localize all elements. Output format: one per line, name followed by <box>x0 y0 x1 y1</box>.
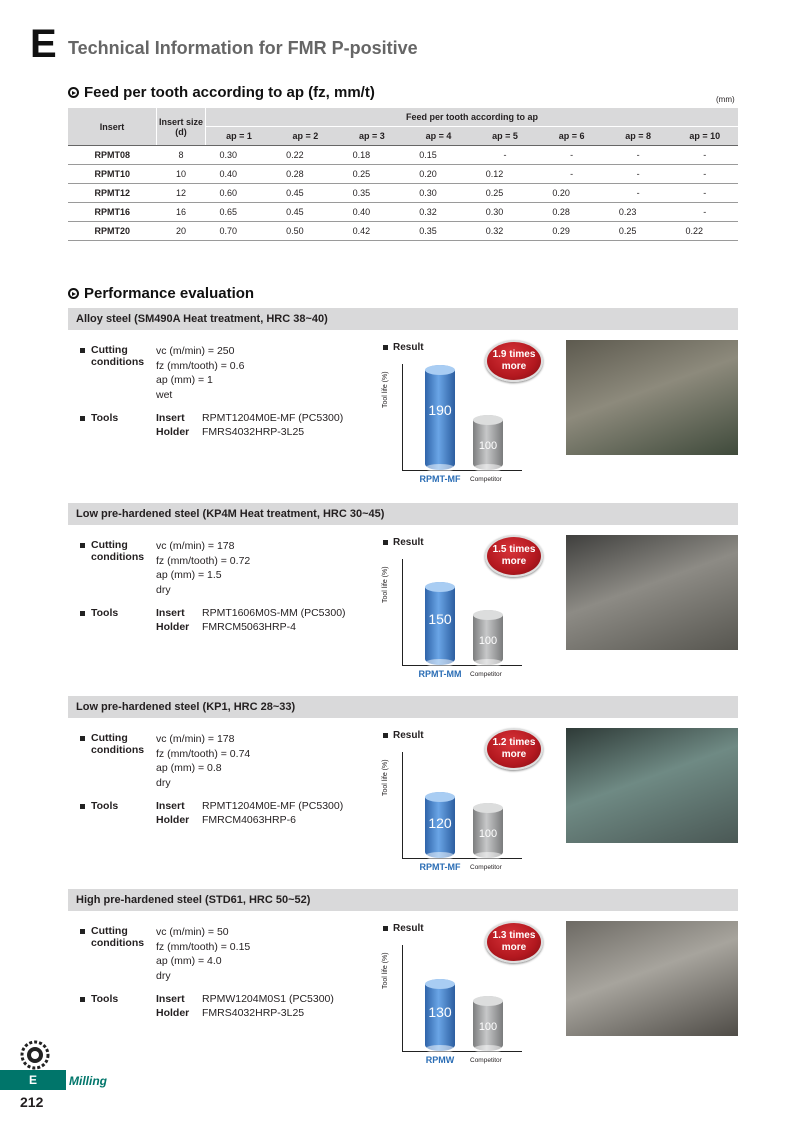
ap-header: ap = 10 <box>671 127 738 146</box>
bullet-icon <box>80 348 85 353</box>
feed-value-cell: 0.28 <box>272 165 339 184</box>
ap-header: ap = 8 <box>605 127 672 146</box>
badge-line1: 1.5 times <box>492 544 536 555</box>
page-number: 212 <box>20 1094 44 1110</box>
ap-header: ap = 2 <box>272 127 339 146</box>
tools-label-text: Tools <box>91 993 119 1005</box>
case-title-bar: Alloy steel (SM490A Heat treatment, HRC 38~40) <box>68 308 738 330</box>
section-tab[interactable]: E <box>0 1070 66 1090</box>
table-row <box>68 165 738 184</box>
condition-line: vc (m/min) = 50 <box>156 926 229 938</box>
case-title-bar: Low pre-hardened steel (KP4M Heat treatment, HRC 30~45) <box>68 503 738 525</box>
product-label: RPMW <box>425 1055 455 1065</box>
improvement-badge <box>485 340 543 382</box>
feed-value-cell: 0.25 <box>605 222 672 241</box>
holder-value: FMRCM4063HRP-6 <box>202 814 296 826</box>
holder-value: FMRS4032HRP-3L25 <box>202 426 305 438</box>
bullet-icon <box>80 804 85 809</box>
bullet-icon <box>383 733 388 738</box>
chart-y-label: Tool life (%) <box>382 952 389 989</box>
bullet-icon <box>383 926 388 931</box>
feed-value-cell: 0.35 <box>339 184 406 203</box>
chart-y-axis <box>402 752 403 858</box>
feed-value-cell: 0.15 <box>405 146 472 165</box>
competitor-bar-value: 100 <box>478 440 498 452</box>
badge-line1: 1.9 times <box>492 349 536 360</box>
bar-top <box>425 365 455 375</box>
feed-value-cell: 0.18 <box>339 146 406 165</box>
feed-value-cell: - <box>472 146 539 165</box>
feed-value-cell: 0.65 <box>206 203 273 222</box>
feed-value-cell: 0.45 <box>272 203 339 222</box>
product-bar <box>425 582 455 665</box>
bar-bottom <box>473 852 503 860</box>
bar-bottom <box>473 659 503 667</box>
competitor-bar-value: 100 <box>478 828 498 840</box>
bar-bottom <box>425 659 455 667</box>
feed-value-cell: - <box>671 203 738 222</box>
machining-photo <box>566 535 738 650</box>
performance-heading-text: Performance evaluation <box>84 285 255 302</box>
condition-line: vc (m/min) = 178 <box>156 540 235 552</box>
feed-value-cell: 0.30 <box>472 203 539 222</box>
result-label-text: Result <box>393 342 424 353</box>
condition-line: fz (mm/tooth) = 0.72 <box>156 554 251 567</box>
feed-table <box>68 108 738 241</box>
condition-line: dry <box>156 969 171 982</box>
bullet-icon <box>383 540 388 545</box>
size-cell: 12 <box>157 184 206 203</box>
bullet-icon <box>80 929 85 934</box>
result-label <box>383 923 424 934</box>
feed-value-cell: 0.23 <box>605 203 672 222</box>
page-title: Technical Information for FMR P-positive <box>68 38 418 58</box>
cutting-conditions-label <box>80 539 150 563</box>
bar-top <box>425 582 455 592</box>
condition-line: ap (mm) = 1.5 <box>156 569 222 581</box>
cutting-label-line1: Cutting <box>91 925 128 937</box>
insert-label: Insert <box>156 412 185 424</box>
bullet-icon <box>80 736 85 741</box>
chart-x-axis <box>402 665 522 666</box>
competitor-label: Competitor <box>470 476 502 483</box>
tools-label <box>80 800 118 812</box>
holder-label: Holder <box>156 426 190 438</box>
insert-label: Insert <box>156 993 185 1005</box>
bullet-icon <box>80 611 85 616</box>
insert-cell: RPMT20 <box>68 222 157 241</box>
cutting-label-line1: Cutting <box>91 344 128 356</box>
insert-value: RPMW1204M0S1 (PC5300) <box>202 993 334 1005</box>
tools-label-text: Tools <box>91 800 119 812</box>
bar-bottom <box>425 464 455 472</box>
result-label-text: Result <box>393 537 424 548</box>
ap-header: ap = 5 <box>472 127 539 146</box>
feed-value-cell: 0.22 <box>272 146 339 165</box>
feed-value-cell: - <box>605 146 672 165</box>
insert-value: RPMT1204M0E-MF (PC5300) <box>202 800 344 812</box>
result-label <box>383 537 424 548</box>
bullet-icon <box>80 543 85 548</box>
condition-line: vc (m/min) = 178 <box>156 733 235 745</box>
cutting-label-line1: Cutting <box>91 732 128 744</box>
feed-value-cell: 0.12 <box>472 165 539 184</box>
cutting-label <box>91 925 144 949</box>
product-label: RPMT-MF <box>419 474 461 484</box>
insert-label: Insert <box>156 800 185 812</box>
ap-header: ap = 3 <box>339 127 406 146</box>
condition-line: dry <box>156 776 171 789</box>
competitor-bar <box>473 415 503 470</box>
feed-value-cell: - <box>671 184 738 203</box>
condition-line: ap (mm) = 4.0 <box>156 955 222 967</box>
holder-label: Holder <box>156 621 190 633</box>
col-size-sub: (d) <box>175 126 187 137</box>
feed-value-cell: 0.40 <box>339 203 406 222</box>
bar-top <box>473 610 503 620</box>
product-bar-value: 150 <box>428 611 452 627</box>
feed-value-cell: 0.32 <box>472 222 539 241</box>
cutting-conditions-label <box>80 344 150 368</box>
feed-value-cell: 0.60 <box>206 184 273 203</box>
condition-line: ap (mm) = 1 <box>156 374 213 386</box>
feed-heading <box>68 84 375 101</box>
machining-photo <box>566 921 738 1036</box>
size-cell: 16 <box>157 203 206 222</box>
feed-value-cell: 0.25 <box>472 184 539 203</box>
bullet-icon <box>383 345 388 350</box>
holder-value: FMRCM5063HRP-4 <box>202 621 296 633</box>
badge-line1: 1.3 times <box>492 930 536 941</box>
improvement-badge <box>485 728 543 770</box>
feed-value-cell: - <box>605 184 672 203</box>
col-insert-header: Insert <box>68 108 157 146</box>
size-cell: 8 <box>157 146 206 165</box>
bar-top <box>473 996 503 1006</box>
tools-label <box>80 412 118 424</box>
chart-x-axis <box>402 1051 522 1052</box>
insert-value: RPMT1606M0S-MM (PC5300) <box>202 607 346 619</box>
feed-value-cell: 0.42 <box>339 222 406 241</box>
feed-value-cell: 0.20 <box>405 165 472 184</box>
condition-line: wet <box>156 388 173 401</box>
competitor-bar <box>473 610 503 665</box>
cutting-label-line2: conditions <box>91 744 145 756</box>
insert-cell: RPMT12 <box>68 184 157 203</box>
badge-line1: 1.2 times <box>492 737 536 748</box>
table-row <box>68 146 738 165</box>
conditions-list <box>156 925 250 983</box>
bar-top <box>473 415 503 425</box>
col-group-header: Feed per tooth according to ap <box>206 108 739 127</box>
insert-value: RPMT1204M0E-MF (PC5300) <box>202 412 344 424</box>
performance-heading <box>68 285 254 302</box>
cutting-label-line1: Cutting <box>91 539 128 551</box>
condition-line: dry <box>156 583 171 596</box>
competitor-bar <box>473 803 503 858</box>
chart-y-axis <box>402 559 403 665</box>
feed-value-cell: 0.50 <box>272 222 339 241</box>
case-title-bar: High pre-hardened steel (STD61, HRC 50~52) <box>68 889 738 911</box>
tools-label-text: Tools <box>91 607 119 619</box>
bar-bottom <box>425 852 455 860</box>
condition-line: fz (mm/tooth) = 0.74 <box>156 747 251 760</box>
bullet-icon <box>80 416 85 421</box>
feed-value-cell: 0.32 <box>405 203 472 222</box>
machining-photo <box>566 340 738 455</box>
ap-header: ap = 1 <box>206 127 273 146</box>
cutting-label-line2: conditions <box>91 937 145 949</box>
improvement-badge <box>485 535 543 577</box>
result-label <box>383 342 424 353</box>
feed-value-cell: 0.20 <box>538 184 605 203</box>
size-cell: 20 <box>157 222 206 241</box>
result-label-text: Result <box>393 923 424 934</box>
feed-value-cell: 0.25 <box>339 165 406 184</box>
col-size-label: Insert size <box>158 116 204 127</box>
table-row <box>68 184 738 203</box>
result-label <box>383 730 424 741</box>
bar-bottom <box>473 1045 503 1053</box>
product-label: RPMT-MM <box>418 669 462 679</box>
feed-value-cell: - <box>605 165 672 184</box>
feed-value-cell: 0.22 <box>671 222 738 241</box>
condition-line: fz (mm/tooth) = 0.6 <box>156 359 245 372</box>
feed-value-cell: - <box>671 165 738 184</box>
chart-y-label: Tool life (%) <box>382 371 389 408</box>
case-title-bar: Low pre-hardened steel (KP1, HRC 28~33) <box>68 696 738 718</box>
product-bar-value: 130 <box>428 1004 452 1020</box>
cutting-label <box>91 539 144 563</box>
competitor-bar-value: 100 <box>478 635 498 647</box>
feed-heading-text: Feed per tooth according to ap (fz, mm/t) <box>84 84 375 101</box>
chart-y-axis <box>402 364 403 470</box>
feed-value-cell: - <box>538 165 605 184</box>
cutting-conditions-label <box>80 732 150 756</box>
ap-header: ap = 4 <box>405 127 472 146</box>
holder-value: FMRS4032HRP-3L25 <box>202 1007 305 1019</box>
badge-line2: more <box>501 361 527 372</box>
badge-line2: more <box>501 749 527 760</box>
feed-value-cell: 0.30 <box>206 146 273 165</box>
holder-label: Holder <box>156 814 190 826</box>
competitor-label: Competitor <box>470 1057 502 1064</box>
chart-x-axis <box>402 470 522 471</box>
insert-label: Insert <box>156 607 185 619</box>
feed-value-cell: 0.28 <box>538 203 605 222</box>
competitor-bar <box>473 996 503 1051</box>
size-cell: 10 <box>157 165 206 184</box>
feed-value-cell: 0.45 <box>272 184 339 203</box>
competitor-label: Competitor <box>470 864 502 871</box>
insert-cell: RPMT16 <box>68 203 157 222</box>
tools-label-text: Tools <box>91 412 119 424</box>
unit-label: (mm) <box>716 95 735 104</box>
chart-x-axis <box>402 858 522 859</box>
product-label: RPMT-MF <box>419 862 461 872</box>
condition-line: fz (mm/tooth) = 0.15 <box>156 940 251 953</box>
ap-header: ap = 6 <box>538 127 605 146</box>
product-bar-value: 120 <box>428 815 452 831</box>
conditions-list <box>156 732 250 790</box>
feed-value-cell: 0.70 <box>206 222 273 241</box>
feed-value-cell: 0.40 <box>206 165 273 184</box>
product-bar <box>425 979 455 1051</box>
bar-top <box>425 792 455 802</box>
badge-line2: more <box>501 556 527 567</box>
arrow-circle-icon <box>68 87 79 98</box>
competitor-bar-value: 100 <box>478 1021 498 1033</box>
conditions-list <box>156 539 250 597</box>
arrow-circle-icon <box>68 288 79 299</box>
bar-top <box>425 979 455 989</box>
product-bar <box>425 365 455 470</box>
tools-label <box>80 993 118 1005</box>
section-letter: E <box>30 22 57 66</box>
feed-value-cell: - <box>538 146 605 165</box>
table-row <box>68 203 738 222</box>
cutting-conditions-label <box>80 925 150 949</box>
conditions-list <box>156 344 244 402</box>
cutting-label-line2: conditions <box>91 551 145 563</box>
insert-cell: RPMT10 <box>68 165 157 184</box>
bar-top <box>473 803 503 813</box>
bullet-icon <box>80 997 85 1002</box>
chart-y-axis <box>402 945 403 1051</box>
chart-y-label: Tool life (%) <box>382 566 389 603</box>
chart-y-label: Tool life (%) <box>382 759 389 796</box>
machining-photo <box>566 728 738 843</box>
col-size-header <box>157 108 206 146</box>
insert-cell: RPMT08 <box>68 146 157 165</box>
tools-label <box>80 607 118 619</box>
bar-bottom <box>425 1045 455 1053</box>
company-logo <box>20 1040 50 1070</box>
product-bar <box>425 792 455 858</box>
section-name: Milling <box>69 1074 107 1088</box>
result-label-text: Result <box>393 730 424 741</box>
competitor-label: Competitor <box>470 671 502 678</box>
cutting-label-line2: conditions <box>91 356 145 368</box>
condition-line: ap (mm) = 0.8 <box>156 762 222 774</box>
condition-line: vc (m/min) = 250 <box>156 345 235 357</box>
cutting-label <box>91 732 144 756</box>
holder-label: Holder <box>156 1007 190 1019</box>
cutting-label <box>91 344 144 368</box>
badge-line2: more <box>501 942 527 953</box>
table-row <box>68 222 738 241</box>
bar-bottom <box>473 464 503 472</box>
product-bar-value: 190 <box>428 402 452 418</box>
feed-value-cell: 0.35 <box>405 222 472 241</box>
improvement-badge <box>485 921 543 963</box>
feed-value-cell: 0.29 <box>538 222 605 241</box>
feed-value-cell: 0.30 <box>405 184 472 203</box>
feed-value-cell: - <box>671 146 738 165</box>
